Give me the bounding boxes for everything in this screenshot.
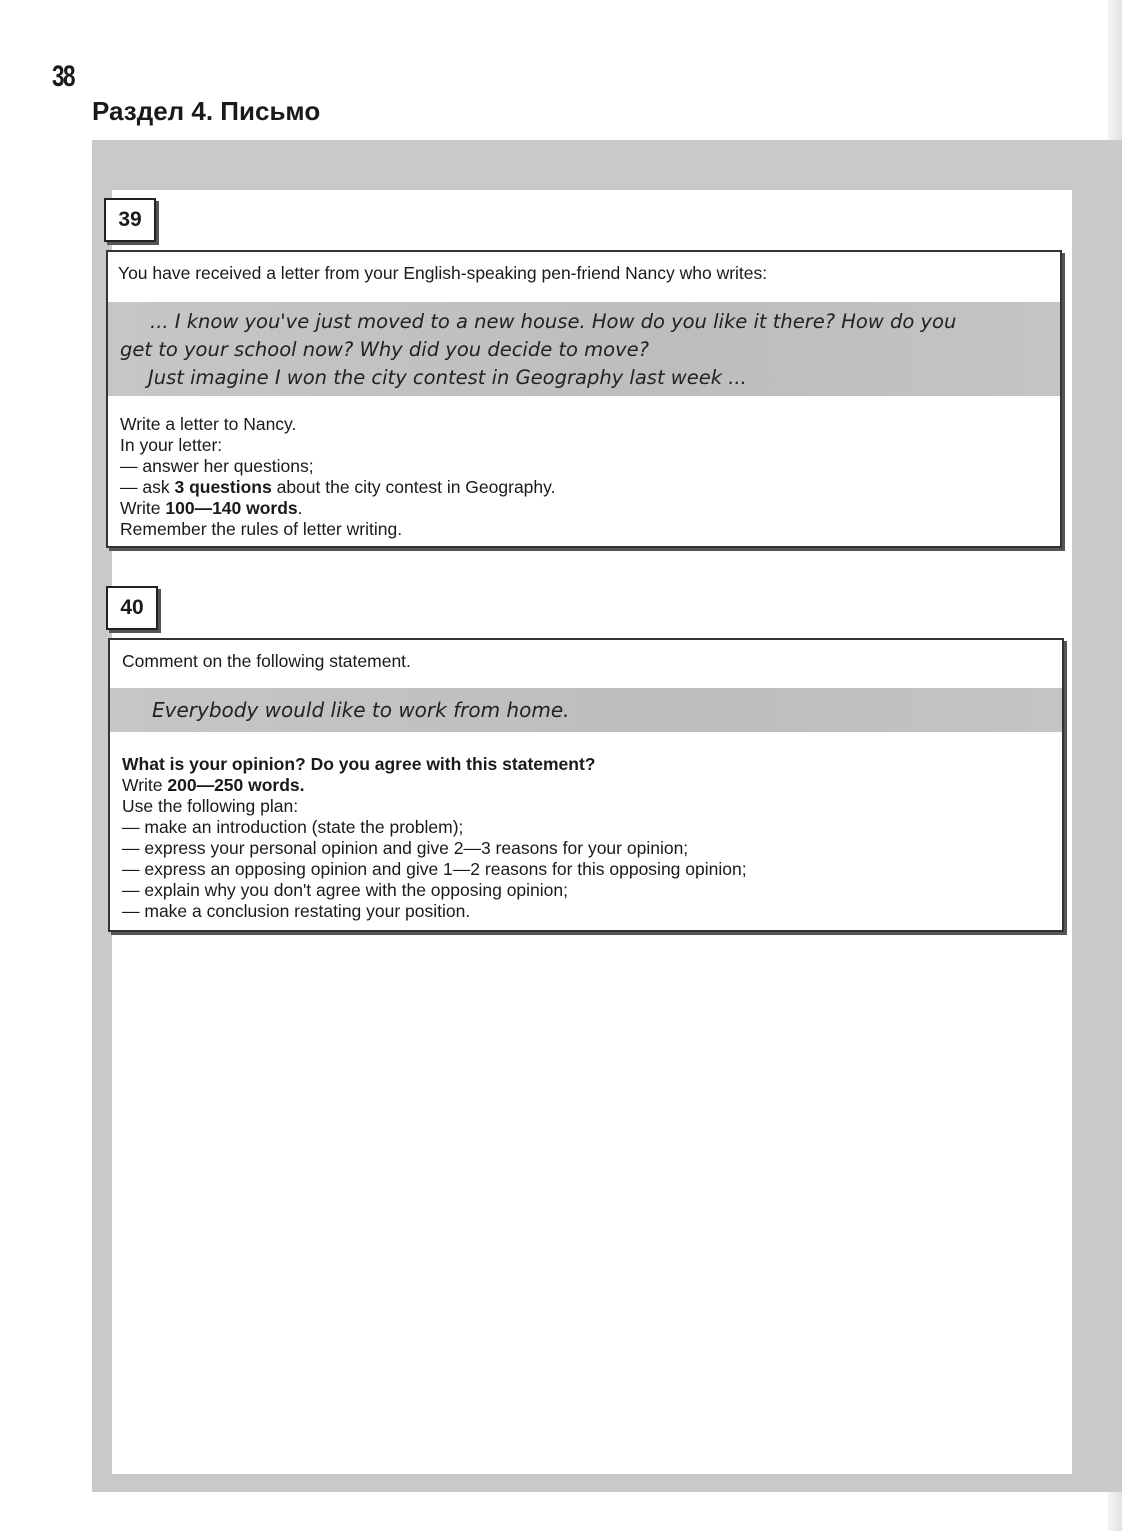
task-39-instructions: [108, 414, 1060, 540]
task-number-39: 39: [104, 198, 156, 242]
task-number-40: 40: [106, 586, 158, 630]
instruction-line: — ask 3 questions about the city contest in Geography.: [120, 477, 556, 497]
task-39-letter-quote: [108, 302, 1060, 396]
task-40-box: [108, 638, 1064, 932]
plan-item: — make a conclusion restating your position.: [122, 901, 471, 921]
quote-line: Just imagine I won the city contest in Geography last week ...: [148, 366, 747, 389]
emphasis: 200—250 words.: [167, 775, 305, 795]
task-39-box: [106, 250, 1062, 548]
quote-line: get to your school now? Why did you decide to move?: [120, 338, 649, 361]
emphasis: 3 questions: [174, 477, 272, 497]
task-40-intro: Comment on the following statement.: [122, 651, 411, 671]
page-number: 38: [52, 60, 75, 93]
emphasis: 100—140 words: [165, 498, 298, 518]
plan-item: — make an introduction (state the problem);: [122, 817, 464, 837]
instruction-line: Remember the rules of letter writing.: [120, 519, 403, 539]
instruction-line: Write 200—250 words.: [122, 775, 305, 795]
plan-item: — express your personal opinion and give 2—3 reasons for your opinion;: [122, 838, 689, 858]
section-title: Раздел 4. Письмо: [92, 96, 321, 126]
instruction-line: Write 100—140 words.: [120, 498, 303, 518]
task-40-statement: Everybody would like to work from home.: [110, 688, 1062, 732]
instruction-question: What is your opinion? Do you agree with this statement?: [122, 754, 596, 774]
quote-line: ... I know you've just moved to a new house. How do you like it there? How do you: [150, 310, 957, 333]
plan-item: — express an opposing opinion and give 1—2 reasons for this opposing opinion;: [122, 859, 747, 879]
instruction-line: In your letter:: [120, 435, 223, 455]
instruction-line: Write a letter to Nancy.: [120, 414, 297, 434]
task-40-instructions: [110, 754, 1062, 922]
task-39-intro: You have received a letter from your English-speaking pen-friend Nancy who writes:: [118, 263, 768, 283]
instruction-line: — answer her questions;: [120, 456, 314, 476]
instruction-line: Use the following plan:: [122, 796, 299, 816]
plan-item: — explain why you don't agree with the opposing opinion;: [122, 880, 568, 900]
